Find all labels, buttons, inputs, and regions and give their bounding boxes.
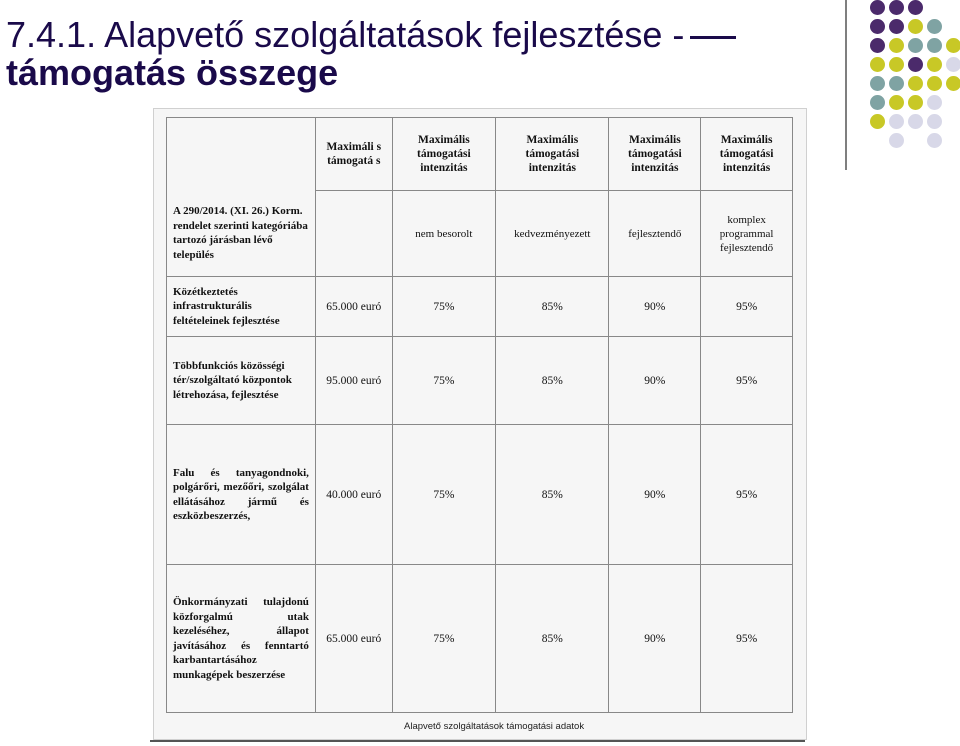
header-intensity-1: Maximális támogatási intenzitás xyxy=(392,118,496,191)
table-caption: Alapvető szolgáltatások támogatási adatok xyxy=(404,721,585,732)
dot xyxy=(889,95,904,110)
dot xyxy=(946,57,960,72)
scanned-table-image xyxy=(153,108,807,740)
dot xyxy=(908,38,923,53)
dot xyxy=(889,114,904,129)
dot xyxy=(870,57,885,72)
category-fejlesztendo: fejlesztendő xyxy=(609,191,701,277)
row-pct-4: 95% xyxy=(701,337,793,425)
dot xyxy=(889,38,904,53)
dot xyxy=(908,76,923,91)
category-kedvezmenyezett: kedvezményezett xyxy=(496,191,609,277)
row-pct-1: 75% xyxy=(392,337,496,425)
table-row xyxy=(167,277,793,337)
header-intensity-3: Maximális támogatási intenzitás xyxy=(609,118,701,191)
header-max-support: Maximáli s támogatá s xyxy=(315,118,392,191)
dot xyxy=(927,114,942,129)
slide-title xyxy=(6,16,766,92)
row-pct-2: 85% xyxy=(496,277,609,337)
dot xyxy=(908,19,923,34)
dot xyxy=(908,57,923,72)
row-pct-4: 95% xyxy=(701,277,793,337)
row-amount: 65.000 euró xyxy=(315,565,392,713)
dot xyxy=(908,0,923,15)
dot xyxy=(870,114,885,129)
title-dash xyxy=(690,36,736,39)
dot xyxy=(889,19,904,34)
category-nem-besorolt: nem besorolt xyxy=(392,191,496,277)
dot xyxy=(927,57,942,72)
decorative-dot-grid xyxy=(862,0,960,150)
bottom-rule xyxy=(150,740,805,742)
row-pct-1: 75% xyxy=(392,565,496,713)
empty-cell xyxy=(315,191,392,277)
dot xyxy=(908,114,923,129)
row-label: Falu és tanyagondnoki, polgárőri, mezőőri, szolgálat ellátásához jármű és eszközbeszerzés, xyxy=(167,425,316,565)
dot xyxy=(870,76,885,91)
dot xyxy=(927,38,942,53)
row-pct-4: 95% xyxy=(701,425,793,565)
row-pct-2: 85% xyxy=(496,565,609,713)
dot xyxy=(927,133,942,148)
dot xyxy=(870,95,885,110)
dot xyxy=(927,19,942,34)
row-pct-3: 90% xyxy=(609,337,701,425)
title-line-2: támogatás összege xyxy=(6,52,339,93)
dot xyxy=(889,133,904,148)
row-amount: 95.000 euró xyxy=(315,337,392,425)
row-amount: 40.000 euró xyxy=(315,425,392,565)
dot xyxy=(889,76,904,91)
vertical-divider xyxy=(845,0,847,170)
table-row xyxy=(167,337,793,425)
row-pct-3: 90% xyxy=(609,277,701,337)
dot xyxy=(870,38,885,53)
dot xyxy=(946,76,960,91)
dot xyxy=(889,57,904,72)
row-pct-3: 90% xyxy=(609,425,701,565)
row-pct-2: 85% xyxy=(496,337,609,425)
table-row xyxy=(167,425,793,565)
row-label: Közétkeztetés infrastrukturális feltételeinek fejlesztése xyxy=(167,277,316,337)
row-amount: 65.000 euró xyxy=(315,277,392,337)
dot xyxy=(870,19,885,34)
dot xyxy=(889,0,904,15)
empty-corner xyxy=(167,118,316,191)
row-label: Önkormányzati tulajdonú közforgalmú utak kezeléséhez, állapot javításához és fenntartó karbantartásához munkagépek beszerzése xyxy=(167,565,316,713)
row-pct-2: 85% xyxy=(496,425,609,565)
row-pct-4: 95% xyxy=(701,565,793,713)
dot xyxy=(946,38,960,53)
category-row-label: A 290/2014. (XI. 26.) Korm. rendelet szerinti kategóriába tartozó járásban lévő település xyxy=(167,191,316,277)
row-pct-3: 90% xyxy=(609,565,701,713)
row-pct-1: 75% xyxy=(392,277,496,337)
dot xyxy=(927,95,942,110)
table-row xyxy=(167,565,793,713)
title-line-1: 7.4.1. Alapvető szolgáltatások fejlesztése - xyxy=(6,14,685,55)
dot xyxy=(927,76,942,91)
support-table xyxy=(166,117,793,713)
category-komplex: komplex programmal fejlesztendő xyxy=(701,191,793,277)
dot xyxy=(908,95,923,110)
header-intensity-4: Maximális támogatási intenzitás xyxy=(701,118,793,191)
header-intensity-2: Maximális támogatási intenzitás xyxy=(496,118,609,191)
row-label: Többfunkciós közösségi tér/szolgáltató központok létrehozása, fejlesztése xyxy=(167,337,316,425)
row-pct-1: 75% xyxy=(392,425,496,565)
dot xyxy=(870,0,885,15)
